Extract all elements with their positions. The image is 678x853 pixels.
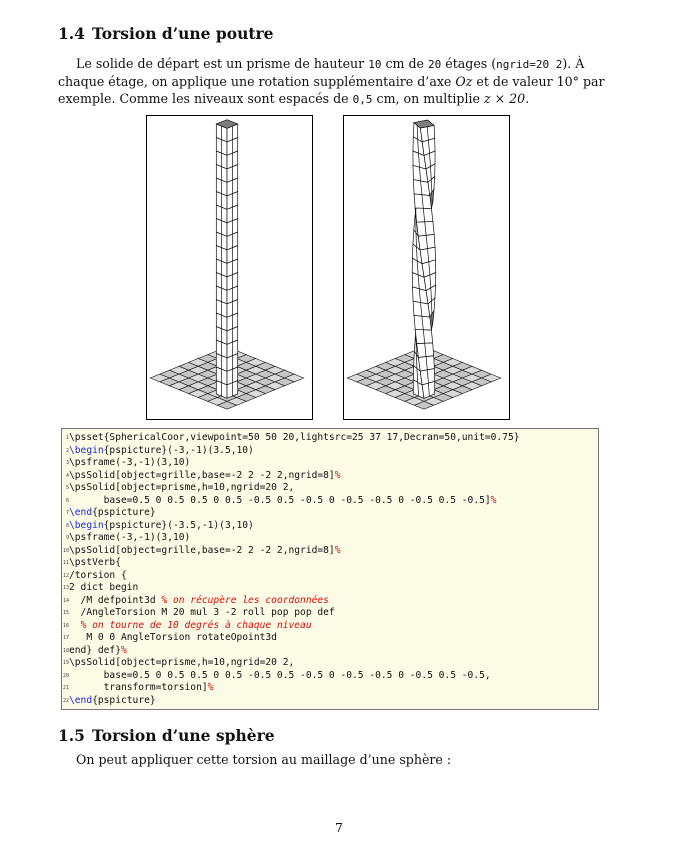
code-line <box>62 645 127 658</box>
line-number: 10 <box>62 547 69 554</box>
line-number: 20 <box>62 672 69 679</box>
line-number: 4 <box>65 472 69 479</box>
code-text: base=0.5 0 0.5 0.5 0 0.5 -0.5 0.5 -0.5 0 -0.5 -0.5 0 -0.5 0.5 -0.5, <box>69 669 491 681</box>
line-number: 6 <box>65 497 69 504</box>
line-number: 19 <box>62 660 69 666</box>
code-text: /torsion { <box>69 569 127 581</box>
line-number: 2 <box>65 447 69 454</box>
figure-straight-prism <box>146 115 313 420</box>
code-line <box>62 682 213 695</box>
intro-paragraph: Le solide de départ est un prisme de hauteur 10 cm de 20 étages (ngrid=20 2). À chaque étage, on applique une rotation supplémentaire d’axe Oz et de valeur 10° par exemple. Comme les niveaux sont espacés de 0,5 cm, on multiplie z × 20. <box>58 56 605 106</box>
line-number: 16 <box>62 622 69 629</box>
line-number: 17 <box>62 635 69 641</box>
code-line <box>62 657 294 670</box>
code-line <box>62 595 329 608</box>
line-number: 14 <box>62 597 69 604</box>
code-line <box>62 607 335 620</box>
code-line <box>62 520 254 533</box>
code-text: transform=torsion] <box>69 682 208 693</box>
code-text: {pspicture}(-3,-1)(3.5,10) <box>103 444 254 456</box>
code-comment: % on tourne de 10 degrés à chaque niveau <box>80 619 312 631</box>
line-number: 3 <box>65 460 69 466</box>
line-number: 12 <box>62 572 69 579</box>
code-text: \psSolid[object=grille,base=-2 2 -2 2,ngrid=8] <box>69 469 335 481</box>
inline-code: ngrid=20 2 <box>496 58 563 71</box>
code-text: 2 dict begin <box>69 582 139 593</box>
code-line <box>62 557 121 570</box>
code-line <box>62 457 190 470</box>
code-text: \end <box>69 694 93 706</box>
sphere-paragraph: On peut appliquer cette torsion au maillage d’une sphère : <box>76 752 452 767</box>
page-number: 7 <box>335 820 343 835</box>
code-text: M 0 0 AngleTorsion rotateOpoint3d <box>69 632 277 643</box>
code-text: {pspicture} <box>92 507 156 518</box>
section-title: Torsion d’une sphère <box>92 726 275 745</box>
section-number: 1.5 <box>58 726 85 745</box>
code-text: \psSolid[object=prisme,h=10,ngrid=20 2, <box>69 482 295 493</box>
line-number: 7 <box>65 510 69 516</box>
code-text: % <box>334 544 341 556</box>
code-line <box>62 570 127 583</box>
code-text: \end <box>69 507 93 518</box>
code-text: % <box>334 469 341 481</box>
twisted-prism-drawing <box>344 116 509 419</box>
code-text: /AngleTorsion M 20 mul 3 -2 roll pop pop def <box>69 607 335 618</box>
code-text: \psframe(-3,-1)(3,10) <box>69 532 191 543</box>
code-text: % <box>120 644 127 656</box>
code-text: \begin <box>69 444 104 456</box>
code-listing <box>61 428 599 710</box>
section-heading-torsion-poutre <box>58 24 274 43</box>
code-text <box>69 620 81 631</box>
line-number: 22 <box>62 697 69 704</box>
code-line <box>62 620 312 633</box>
line-number: 5 <box>65 485 69 491</box>
code-line <box>62 495 496 508</box>
code-text: base=0.5 0 0.5 0.5 0 0.5 -0.5 0.5 -0.5 0 -0.5 -0.5 0 -0.5 0.5 -0.5] <box>69 494 491 506</box>
line-number: 15 <box>62 610 69 616</box>
code-line <box>62 632 277 645</box>
figure-twisted-prism <box>343 115 510 420</box>
line-number: 11 <box>62 560 69 566</box>
code-comment: % on récupère les coordonnées <box>161 594 329 606</box>
line-number: 8 <box>65 522 69 529</box>
code-line <box>62 582 138 595</box>
code-text: {pspicture} <box>92 694 156 706</box>
math-expression: z × 20 <box>483 91 526 106</box>
straight-prism-drawing <box>147 116 312 419</box>
code-text: \pstVerb{ <box>69 557 121 568</box>
code-text: % <box>490 494 497 506</box>
code-line <box>62 532 190 545</box>
code-line <box>62 670 491 683</box>
code-line <box>62 482 294 495</box>
section-heading-torsion-sphere <box>58 726 275 745</box>
code-text: \psframe(-3,-1)(3,10) <box>69 457 191 468</box>
code-text: end} def} <box>69 644 121 656</box>
code-line <box>62 545 340 558</box>
code-line <box>62 507 156 520</box>
section-number: 1.4 <box>58 24 85 43</box>
code-text: \psset{SphericalCoor,viewpoint=50 50 20,lightsrc=25 37 17,Decran=50,unit=0.75} <box>69 432 520 443</box>
code-line <box>62 445 254 458</box>
line-number: 18 <box>62 647 69 654</box>
code-line <box>62 695 156 708</box>
line-number: 9 <box>65 535 69 541</box>
line-number: 1 <box>65 435 69 441</box>
section-title: Torsion d’une poutre <box>92 24 274 43</box>
axis-name: Oz <box>455 74 473 89</box>
code-text: \psSolid[object=grille,base=-2 2 -2 2,ngrid=8] <box>69 544 335 556</box>
code-line <box>62 432 520 445</box>
code-text: {pspicture}(-3.5,-1)(3,10) <box>103 519 254 531</box>
line-number: 21 <box>62 685 69 691</box>
code-text: /M defpoint3d <box>69 594 162 606</box>
code-text: \begin <box>69 519 104 531</box>
line-number: 13 <box>62 585 69 591</box>
code-text: \psSolid[object=prisme,h=10,ngrid=20 2, <box>69 657 295 668</box>
code-line <box>62 470 340 483</box>
code-text: % <box>207 682 214 693</box>
